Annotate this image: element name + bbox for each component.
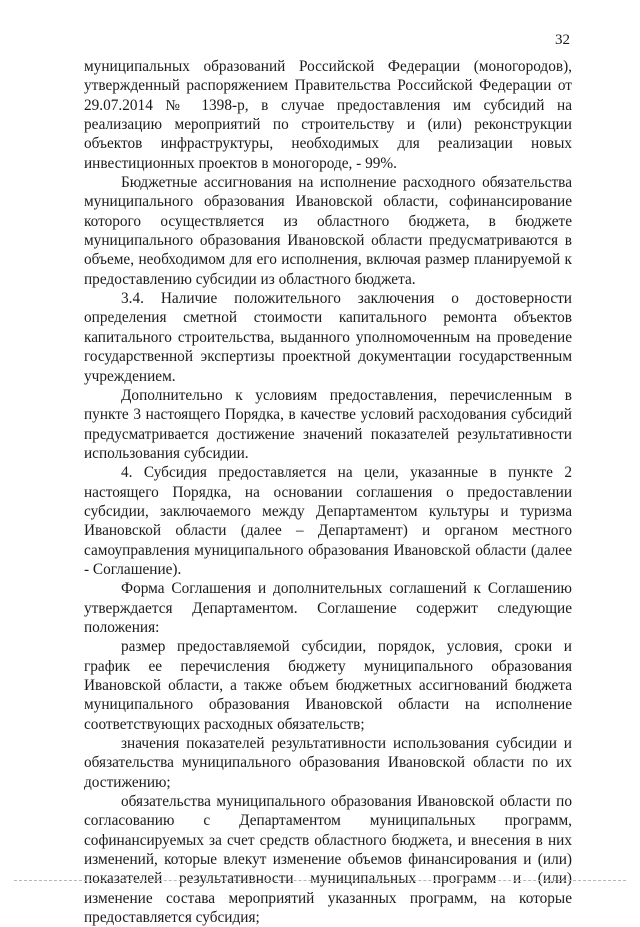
paragraph-additional-conditions: Дополнительно к условиям предоставления, перечисленным в пункте 3 настоящего Порядка, в качестве условий расходования субсидий предусматривается достижение значений показателей результативности использования субсидии. xyxy=(84,386,572,462)
paragraph-agreement-form: Форма Соглашения и дополнительных соглашений к Соглашению утверждается Департаментом. Соглашение содержит следующие положения: xyxy=(84,580,572,636)
paragraph-clause-4: 4. Субсидия предоставляется на цели, указанные в пункте 2 настоящего Порядка, на основании соглашения о предоставлении субсидии, заключаемого между Департаментом культуры и туризма Ивановской области (далее – Департамент) и органом местного самоуправления муниципального образования Ивановской области (далее - Соглашение). xyxy=(84,464,572,578)
page-number: 32 xyxy=(555,32,570,48)
document-body xyxy=(84,57,572,927)
paragraph-continuation: муниципальных образований Российской Федерации (моногородов), утвержденный распоряжением Правительства Российской Федерации от 29.07.2014 № 1398-р, в случае предоставления им субсидий на реализацию мероприятий по строительству и (или) реконструкции объектов инфраструктуры, необходимых для реализации новых инвестиционных проектов в моногороде, - 99%. xyxy=(84,58,572,172)
paragraph-clause-3-4: 3.4. Наличие положительного заключения о достоверности определения сметной стоимости капитального ремонта объектов капитального строительства, выданного уполномоченным на проведение государственной экспертизы проектной документации государственным учреждением. xyxy=(84,290,572,385)
list-item-performance-indicators: значения показателей результативности использования субсидии и обязательства муниципального образования Ивановской области по их достижению; xyxy=(84,735,572,791)
paragraph-budget-allocations: Бюджетные ассигнования на исполнение расходного обязательства муниципального образования Ивановской области, софинансирование которого осуществляется из областного бюджета, в бюджете муниципального образования Ивановской области предусматриваются в объеме, необходимом для его исполнения, включая размер планируемой к предоставлению субсидии из областного бюджета. xyxy=(84,174,572,288)
scan-edge-line xyxy=(14,880,626,881)
list-item-subsidy-size: размер предоставляемой субсидии, порядок, условия, сроки и график ее перечисления бюджету муниципального образования Ивановской области, а также объем бюджетных ассигнований бюджета муниципального образования Ивановской области на исполнение соответствующих расходных обязательств; xyxy=(84,638,572,733)
list-item-program-obligations: обязательства муниципального образования Ивановской области по согласованию с Департаментом муниципальных программ, софинансируемых за счет средств областного бюджета, и внесения в них изменений, которые влекут изменение объемов финансирования и (или) показателей результативности муниципальных программ и (или) изменение состава мероприятий указанных программ, на которые предоставляется субсидия; xyxy=(84,793,572,927)
